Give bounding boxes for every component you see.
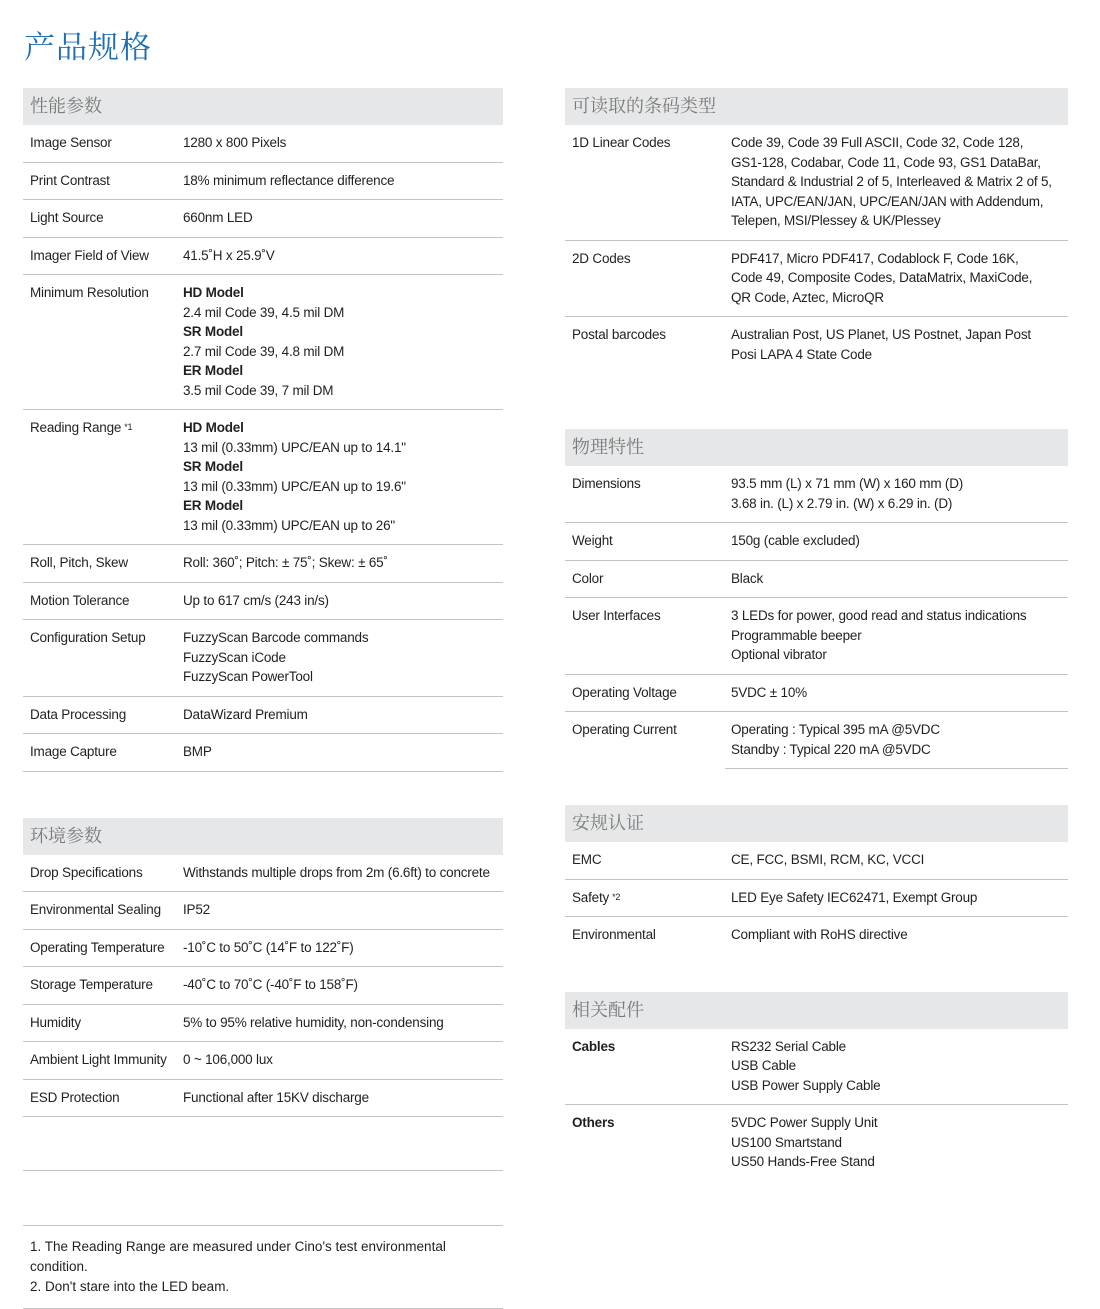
spec-value — [183, 1013, 503, 1033]
model-name: ER Model — [183, 363, 243, 378]
model-name: HD Model — [183, 420, 244, 435]
footnote: 2. Don't stare into the LED beam. — [30, 1279, 230, 1294]
spec-line: -40˚C to 70˚C (-40˚F to 158˚F) — [183, 977, 358, 992]
spec-label — [565, 1037, 731, 1096]
model-name: HD Model — [183, 285, 244, 300]
spec-row — [565, 842, 1068, 880]
spec-line: PDF417, Micro PDF417, Codablock F, Code 16K, — [731, 250, 1019, 266]
spec-value — [731, 249, 1068, 308]
spec-line: CE, FCC, BSMI, RCM, KC, VCCI — [731, 852, 925, 867]
right-column — [565, 88, 1068, 1181]
section-header: 安规认证 — [565, 805, 1068, 842]
spec-line: Code 49, Composite Codes, DataMatrix, MaxiCode, — [731, 270, 1033, 285]
spec-label-text: Motion Tolerance — [30, 592, 130, 608]
spec-label-text: Image Sensor — [30, 135, 112, 150]
spec-value — [731, 850, 1068, 870]
spec-row — [565, 125, 1068, 241]
physical-section — [565, 429, 1068, 769]
spec-line: Operating : Typical 395 mA @5VDC — [731, 722, 940, 737]
section-header: 环境参数 — [23, 818, 503, 855]
spec-line: Functional after 15KV discharge — [183, 1089, 369, 1105]
spec-row — [565, 598, 1068, 675]
spec-label-text: Postal barcodes — [572, 327, 666, 342]
spec-line: 5VDC ± 10% — [731, 684, 807, 700]
spec-value — [183, 246, 503, 266]
spec-label-text: 1D Linear Codes — [572, 135, 671, 150]
spec-line: FuzzyScan PowerTool — [183, 669, 313, 684]
accessories-section — [565, 992, 1068, 1181]
spec-label-text: Operating Voltage — [572, 684, 677, 700]
spec-line: Australian Post, US Planet, US Postnet, Japan Post — [731, 327, 1031, 342]
spec-label-text: Roll, Pitch, Skew — [30, 555, 128, 570]
spec-label-text: Storage Temperature — [30, 977, 153, 992]
spec-value — [183, 628, 503, 687]
spec-row — [565, 1029, 1068, 1106]
spec-value — [731, 720, 1068, 759]
spec-line: GS1-128, Codabar, Code 11, Code 93, GS1 DataBar, — [731, 154, 1041, 170]
divider — [23, 1117, 503, 1171]
spec-value — [183, 283, 503, 400]
spec-row — [23, 734, 503, 772]
spec-value — [731, 569, 1068, 589]
model-name: SR Model — [183, 324, 243, 339]
spec-line: QR Code, Aztec, MicroQR — [731, 289, 884, 305]
spec-line: 5VDC Power Supply Unit — [731, 1115, 878, 1130]
spec-row — [565, 1105, 1068, 1181]
spec-label — [23, 591, 183, 611]
spec-label — [565, 720, 731, 759]
spec-value — [731, 683, 1068, 703]
spec-value — [183, 553, 503, 573]
spec-row — [565, 317, 1068, 373]
spec-line: Standard & Industrial 2 of 5, Interleaved & Matrix 2 of 5, — [731, 174, 1052, 189]
spec-row — [23, 1005, 503, 1043]
spec-row — [565, 561, 1068, 599]
spec-row — [23, 545, 503, 583]
spec-label — [565, 531, 731, 551]
spec-value — [731, 531, 1068, 551]
spec-label-text: Cables — [572, 1038, 616, 1054]
spec-row — [23, 1080, 503, 1118]
spec-line: Programmable beeper — [731, 627, 862, 643]
spec-line: Black — [731, 570, 764, 586]
spec-label — [565, 569, 731, 589]
spec-row — [23, 1042, 503, 1080]
left-column — [23, 88, 503, 1309]
spec-line: FuzzyScan Barcode commands — [183, 630, 369, 645]
section-header: 性能参数 — [23, 88, 503, 125]
footnote-marker: *2 — [612, 891, 621, 902]
spec-label — [23, 418, 183, 535]
model-name: ER Model — [183, 498, 243, 513]
section-header: 物理特性 — [565, 429, 1068, 466]
page-title: 产品规格 — [24, 30, 152, 66]
spec-line: 1280 x 800 Pixels — [183, 135, 287, 150]
spec-label-text: Ambient Light Immunity — [30, 1052, 167, 1067]
spec-line: -10˚C to 50˚C (14˚F to 122˚F) — [183, 939, 354, 955]
spec-label — [565, 249, 731, 308]
spec-line: IP52 — [183, 902, 210, 917]
spec-value — [183, 975, 503, 995]
spec-line: Standby : Typical 220 mA @5VDC — [731, 741, 931, 757]
spec-label-text: EMC — [572, 852, 602, 867]
spec-label — [565, 1113, 731, 1172]
spec-line: Withstands multiple drops from 2m (6.6ft) to concrete — [183, 864, 490, 880]
spec-label — [23, 283, 183, 400]
spec-line: Optional vibrator — [731, 647, 827, 662]
performance-section — [23, 88, 503, 772]
spec-label — [23, 1088, 183, 1108]
spec-row — [23, 275, 503, 410]
spec-value — [731, 1113, 1068, 1172]
spec-line: Code 39, Code 39 Full ASCII, Code 32, Code 128, — [731, 135, 1024, 150]
model-spec: 13 mil (0.33mm) UPC/EAN up to 14.1" — [183, 439, 406, 455]
spec-value — [731, 606, 1068, 665]
spec-value — [183, 900, 503, 920]
section-header: 可读取的条码类型 — [565, 88, 1068, 125]
spec-label-text: Environmental Sealing — [30, 902, 161, 917]
spec-row — [23, 930, 503, 968]
spec-label-text: Data Processing — [30, 706, 127, 722]
spec-label — [565, 888, 731, 908]
spec-row — [23, 620, 503, 697]
spec-row — [565, 675, 1068, 713]
spec-label — [23, 553, 183, 573]
accessories-rows — [565, 1029, 1068, 1181]
spec-value — [183, 1088, 503, 1108]
spec-row — [565, 880, 1068, 918]
spec-label-text: Drop Specifications — [30, 864, 143, 880]
spec-value — [183, 1050, 503, 1070]
spec-line: US100 Smartstand — [731, 1134, 842, 1150]
symbologies-section — [565, 88, 1068, 373]
spec-value — [731, 925, 1068, 945]
model-spec: 2.7 mil Code 39, 4.8 mil DM — [183, 343, 345, 359]
spec-label-text: 2D Codes — [572, 250, 631, 266]
spec-line: LED Eye Safety IEC62471, Exempt Group — [731, 889, 978, 905]
spec-label — [565, 850, 731, 870]
spec-label — [23, 628, 183, 687]
spec-line: 41.5˚H x 25.9˚V — [183, 247, 275, 263]
spec-row — [23, 163, 503, 201]
spec-label — [23, 938, 183, 958]
spec-label-text: ESD Protection — [30, 1089, 120, 1105]
spec-label — [565, 606, 731, 665]
spec-value — [731, 888, 1068, 908]
footnotes — [23, 1225, 503, 1309]
physical-rows — [565, 466, 1068, 769]
spec-label — [23, 1050, 183, 1070]
footnote: 1. The Reading Range are measured under Cino's test environmental condition. — [30, 1239, 446, 1274]
spec-value — [183, 208, 503, 228]
spec-label — [23, 705, 183, 725]
spec-label — [23, 246, 183, 266]
footnote-marker: *1 — [124, 422, 133, 432]
spec-value — [183, 418, 503, 535]
spec-value — [183, 705, 503, 725]
spec-line: 5% to 95% relative humidity, non-condensing — [183, 1014, 444, 1030]
spec-line: US50 Hands-Free Stand — [731, 1154, 875, 1169]
spec-value — [183, 133, 503, 153]
model-name: SR Model — [183, 459, 243, 474]
spec-label — [23, 133, 183, 153]
spec-line: USB Power Supply Cable — [731, 1077, 881, 1093]
spec-row — [23, 200, 503, 238]
spec-label-text: Humidity — [30, 1014, 81, 1030]
spec-line: 18% minimum reflectance difference — [183, 172, 395, 188]
spec-label-text: Environmental — [572, 927, 656, 942]
spec-label-text: Operating Current — [572, 722, 677, 737]
spec-line: Telepen, MSI/Plessey & UK/Plessey — [731, 213, 941, 228]
spec-label-text: Dimensions — [572, 476, 641, 491]
spec-row — [565, 917, 1068, 954]
spec-row — [23, 855, 503, 893]
spec-value — [731, 133, 1068, 231]
spec-label — [565, 474, 731, 513]
spec-row — [23, 697, 503, 735]
spec-value — [731, 1037, 1068, 1096]
spec-label — [23, 742, 183, 762]
spec-label — [565, 133, 731, 231]
spec-value — [731, 474, 1068, 513]
spec-line: FuzzyScan iCode — [183, 649, 286, 665]
environment-section — [23, 818, 503, 1172]
spec-label-text: Operating Temperature — [30, 939, 165, 955]
spec-value — [183, 171, 503, 191]
environment-rows — [23, 855, 503, 1118]
spec-label — [23, 863, 183, 883]
spec-label-text: Color — [572, 570, 604, 586]
spec-label-text: User Interfaces — [572, 608, 661, 623]
spec-label — [23, 208, 183, 228]
spec-line: USB Cable — [731, 1058, 796, 1073]
spec-line: Up to 617 cm/s (243 in/s) — [183, 592, 329, 608]
regulatory-rows — [565, 842, 1068, 954]
spec-label — [565, 325, 731, 364]
spec-value — [183, 938, 503, 958]
spec-line: Roll: 360˚; Pitch: ± 75˚; Skew: ± 65˚ — [183, 555, 388, 570]
spec-line: 3 LEDs for power, good read and status indications — [731, 608, 1027, 623]
spec-row — [565, 241, 1068, 318]
model-spec: 2.4 mil Code 39, 4.5 mil DM — [183, 304, 345, 320]
spec-line: 660nm LED — [183, 210, 253, 225]
section-header: 相关配件 — [565, 992, 1068, 1029]
spec-label — [565, 925, 731, 945]
spec-label-text: Print Contrast — [30, 172, 110, 188]
regulatory-section — [565, 805, 1068, 954]
spec-line: IATA, UPC/EAN/JAN, UPC/EAN/JAN with Addendum, — [731, 193, 1044, 209]
spec-label — [23, 900, 183, 920]
spec-value — [731, 325, 1068, 364]
spec-label-text: Safety — [572, 889, 610, 905]
spec-label-text: Weight — [572, 533, 613, 548]
spec-label-text: Minimum Resolution — [30, 285, 149, 300]
spec-row — [565, 466, 1068, 523]
spec-row — [23, 125, 503, 163]
spec-label-text: Others — [572, 1115, 615, 1130]
symbologies-rows — [565, 125, 1068, 373]
spec-line: RS232 Serial Cable — [731, 1038, 846, 1054]
spec-line: 150g (cable excluded) — [731, 533, 860, 548]
spec-row — [23, 238, 503, 276]
spec-value — [183, 742, 503, 762]
spec-line: BMP — [183, 744, 212, 759]
spec-row — [23, 583, 503, 621]
spec-line: 3.68 in. (L) x 2.79 in. (W) x 6.29 in. (D) — [731, 495, 953, 511]
spec-label-text: Imager Field of View — [30, 247, 149, 263]
spec-row — [23, 410, 503, 545]
spec-line: DataWizard Premium — [183, 706, 308, 722]
spec-label — [23, 1013, 183, 1033]
spec-label-text: Image Capture — [30, 744, 117, 759]
spec-row — [23, 967, 503, 1005]
spec-label — [23, 171, 183, 191]
spec-line: Posi LAPA 4 State Code — [731, 346, 872, 362]
model-spec: 3.5 mil Code 39, 7 mil DM — [183, 382, 334, 398]
spec-label-text: Configuration Setup — [30, 630, 146, 645]
spec-label — [23, 975, 183, 995]
spec-label — [565, 683, 731, 703]
model-spec: 13 mil (0.33mm) UPC/EAN up to 26" — [183, 517, 396, 533]
spec-value — [183, 591, 503, 611]
performance-rows — [23, 125, 503, 772]
model-spec: 13 mil (0.33mm) UPC/EAN up to 19.6" — [183, 478, 406, 494]
spec-value — [183, 863, 503, 883]
spec-line: 0 ~ 106,000 lux — [183, 1052, 273, 1067]
spec-row — [23, 892, 503, 930]
spec-row — [565, 523, 1068, 561]
spec-label-text: Light Source — [30, 210, 104, 225]
spec-line: 93.5 mm (L) x 71 mm (W) x 160 mm (D) — [731, 476, 964, 491]
spec-row — [565, 712, 1068, 768]
spec-line: Compliant with RoHS directive — [731, 927, 908, 942]
spec-label-text: Reading Range — [30, 420, 122, 435]
